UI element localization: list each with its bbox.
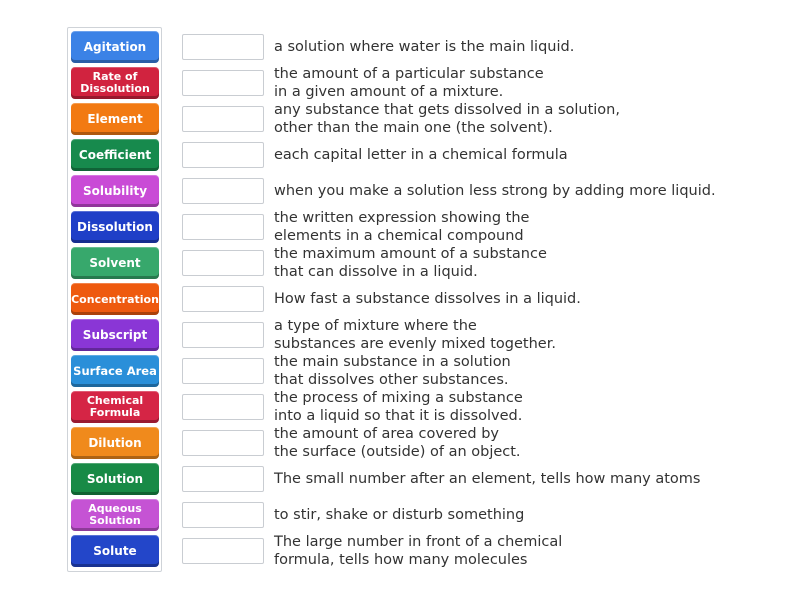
- tile-solvent[interactable]: Solvent: [71, 247, 159, 279]
- tile-rate-of-dissolution[interactable]: Rate of Dissolution: [71, 67, 159, 99]
- definition-14: to stir, shake or disturb something: [274, 507, 525, 523]
- tile-solute[interactable]: Solute: [71, 535, 159, 567]
- tile-coefficient[interactable]: Coefficient: [71, 139, 159, 171]
- drop-target-1[interactable]: [182, 34, 264, 60]
- definition-5: when you make a solution less strong by adding more liquid.: [274, 183, 716, 199]
- definition-11: the process of mixing a substance into a liquid so that it is dissolved.: [274, 390, 523, 424]
- tile-aqueous-solution[interactable]: Aqueous Solution: [71, 499, 159, 531]
- drop-target-10[interactable]: [182, 358, 264, 384]
- definition-4: each capital letter in a chemical formula: [274, 147, 568, 163]
- definition-15: The large number in front of a chemical formula, tells how many molecules: [274, 534, 563, 568]
- tile-concentration[interactable]: Concentration: [71, 283, 159, 315]
- definition-6: the written expression showing the elements in a chemical compound: [274, 210, 530, 244]
- drop-target-2[interactable]: [182, 70, 264, 96]
- drop-target-15[interactable]: [182, 538, 264, 564]
- definition-10: the main substance in a solution that dissolves other substances.: [274, 354, 511, 388]
- definition-7: the maximum amount of a substance that can dissolve in a liquid.: [274, 246, 547, 280]
- drop-target-14[interactable]: [182, 502, 264, 528]
- drop-target-3[interactable]: [182, 106, 264, 132]
- tile-subscript[interactable]: Subscript: [71, 319, 159, 351]
- definition-1: a solution where water is the main liquid.: [274, 39, 575, 55]
- drop-target-11[interactable]: [182, 394, 264, 420]
- tile-agitation[interactable]: Agitation: [71, 31, 159, 63]
- definition-13: The small number after an element, tells how many atoms: [274, 471, 701, 487]
- tile-dilution[interactable]: Dilution: [71, 427, 159, 459]
- drop-target-4[interactable]: [182, 142, 264, 168]
- definition-8: How fast a substance dissolves in a liquid.: [274, 291, 581, 307]
- drop-target-6[interactable]: [182, 214, 264, 240]
- tile-dissolution[interactable]: Dissolution: [71, 211, 159, 243]
- tile-element[interactable]: Element: [71, 103, 159, 135]
- tile-solution[interactable]: Solution: [71, 463, 159, 495]
- definition-12: the amount of area covered by the surface (outside) of an object.: [274, 426, 521, 460]
- tile-surface-area[interactable]: Surface Area: [71, 355, 159, 387]
- definition-9: a type of mixture where the substances are evenly mixed together.: [274, 318, 556, 352]
- tile-chemical-formula[interactable]: Chemical Formula: [71, 391, 159, 423]
- definition-3: any substance that gets dissolved in a solution, other than the main one (the solvent).: [274, 102, 620, 136]
- drop-target-12[interactable]: [182, 430, 264, 456]
- tile-solubility[interactable]: Solubility: [71, 175, 159, 207]
- drop-target-13[interactable]: [182, 466, 264, 492]
- definition-2: the amount of a particular substance in a given amount of a mixture.: [274, 66, 544, 100]
- drop-target-9[interactable]: [182, 322, 264, 348]
- drop-target-7[interactable]: [182, 250, 264, 276]
- drop-target-8[interactable]: [182, 286, 264, 312]
- drop-target-5[interactable]: [182, 178, 264, 204]
